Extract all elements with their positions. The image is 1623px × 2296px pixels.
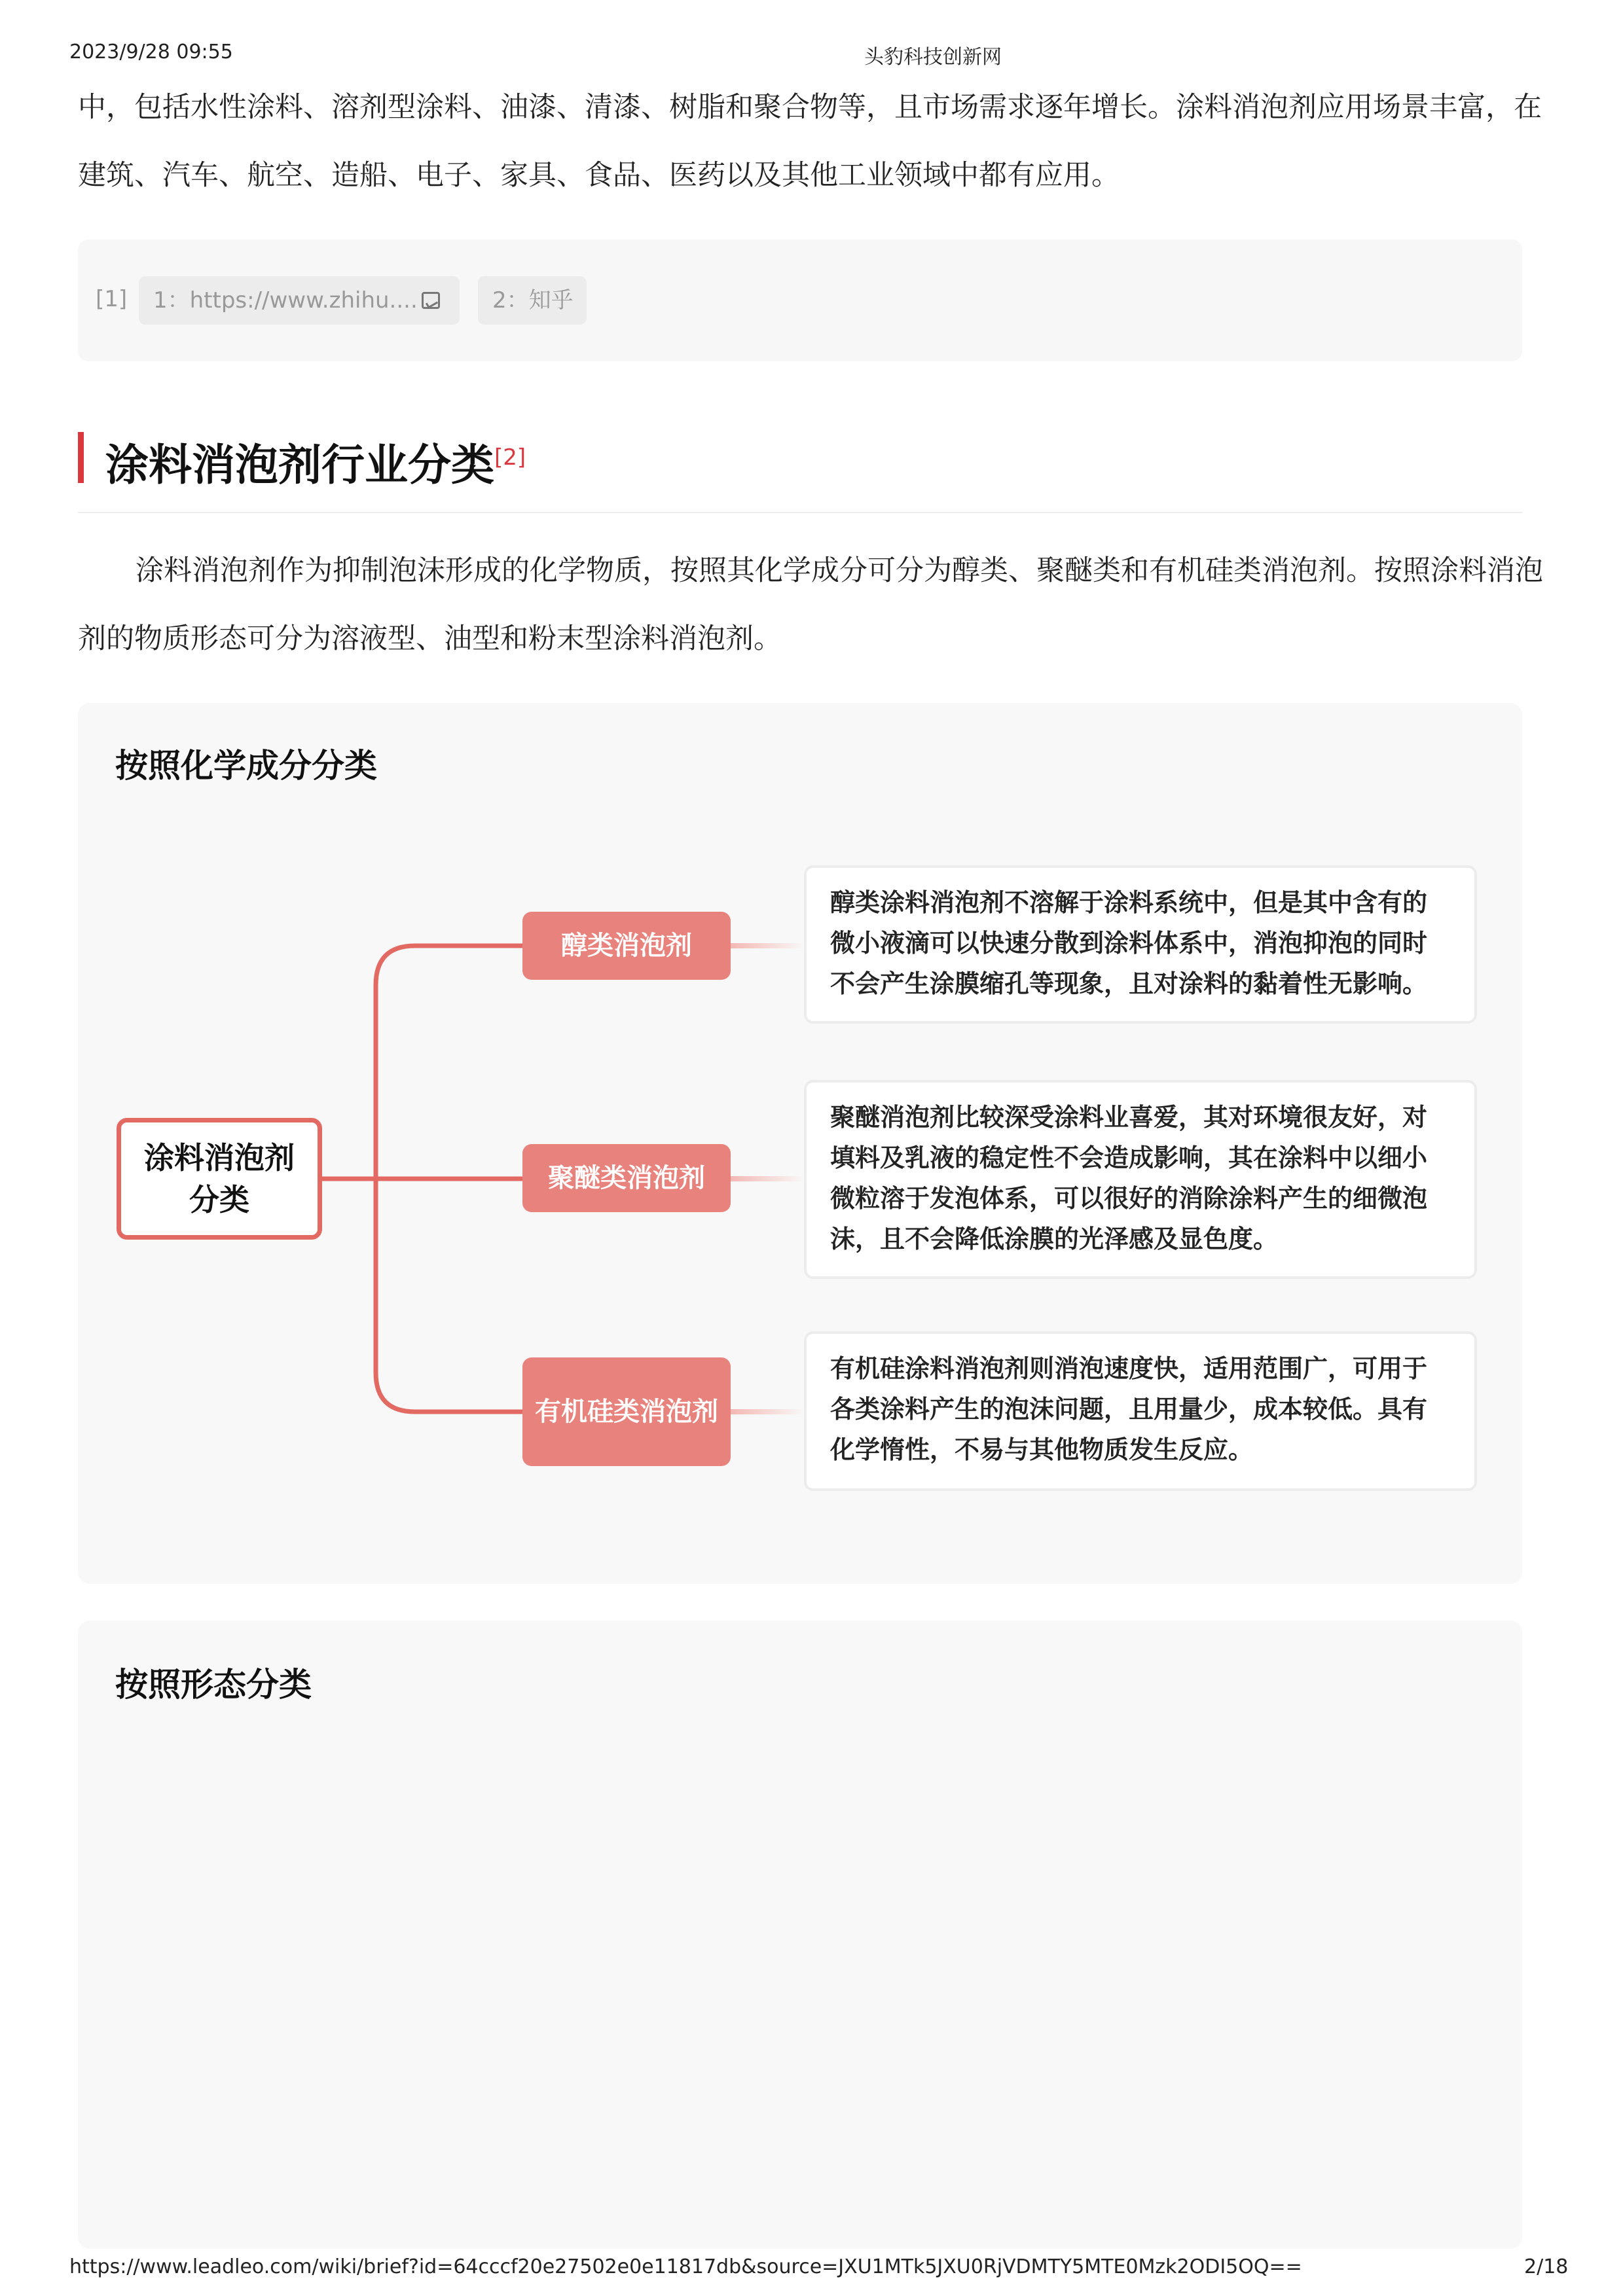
header-site-name: 头豹科技创新网: [864, 46, 1002, 69]
connector-to-branch-1: [376, 946, 522, 1179]
section-citation-link[interactable]: [2]: [494, 444, 526, 471]
form-classification-card: [78, 1621, 1522, 2249]
note-alcohol-defoamer: 醇类涂料消泡剂不溶解于涂料系统中，但是其中含有的微小液滴可以快速分散到涂料体系中，消泡抑泡的同时不会产生涂膜缩孔等现象，且对涂料的黏着性无影响。: [804, 865, 1477, 1024]
fade-link-3: [731, 1409, 804, 1414]
chemical-classification-title: 按照化学成分分类: [115, 747, 377, 785]
intro-paragraph: 中，包括水性涂料、溶剂型涂料、油漆、清漆、树脂和聚合物等，且市场需求逐年增长。涂料消泡剂应用场景丰富，在建筑、汽车、航空、造船、电子、家具、食品、医药以及其他工业领域中都有应用。: [78, 91, 1542, 192]
section-title-text: 涂料消泡剂行业分类: [105, 440, 494, 490]
branch-alcohol-defoamer: 醇类消泡剂: [522, 912, 731, 980]
branch-polyether-defoamer: 聚醚类消泡剂: [522, 1144, 731, 1212]
fade-link-2: [731, 1176, 804, 1181]
branch-silicone-defoamer: 有机硅类消泡剂: [522, 1357, 731, 1466]
reference-chip-2-label: 2：知乎: [492, 287, 574, 314]
note-silicone-defoamer: 有机硅涂料消泡剂则消泡速度快，适用范围广，可用于各类涂料产生的泡沫问题，且用量少，成本较低。具有化学惰性，不易与其他物质发生反应。: [804, 1331, 1477, 1491]
form-classification-title: 按照形态分类: [115, 1666, 312, 1704]
section-paragraph: 涂料消泡剂作为抑制泡沫形成的化学物质，按照其化学成分可分为醇类、聚醚类和有机硅类消泡剂。按照涂料消泡剂的物质形态可分为溶液型、油型和粉末型涂料消泡剂。: [78, 554, 1543, 655]
note-polyether-defoamer: 聚醚消泡剂比较深受涂料业喜爱，其对环境很友好，对填料及乳液的稳定性不会造成影响，其在涂料中以细小微粒溶于发泡体系，可以很好的消除涂料产生的细微泡沫，且不会降低涂膜的光泽感及显色度。: [804, 1080, 1477, 1279]
reference-index: [1]: [96, 286, 128, 312]
reference-chip-1-label: 1：https://www.zhihu....: [153, 287, 418, 314]
header-datetime: 2023/9/28 09:55: [69, 41, 233, 63]
fade-link-1: [731, 943, 804, 948]
footer-url: https://www.leadleo.com/wiki/brief?id=64cccf20e27502e0e11817db&source=JXU1MTk5JXU0RjVDMTY5MTE0Mzk2ODI5OQ==: [69, 2255, 1302, 2278]
footer-page-number: 2/18: [1524, 2255, 1569, 2278]
connector-to-branch-3: [376, 1179, 522, 1412]
mindmap-root-node: 涂料消泡剂分类: [117, 1118, 322, 1240]
